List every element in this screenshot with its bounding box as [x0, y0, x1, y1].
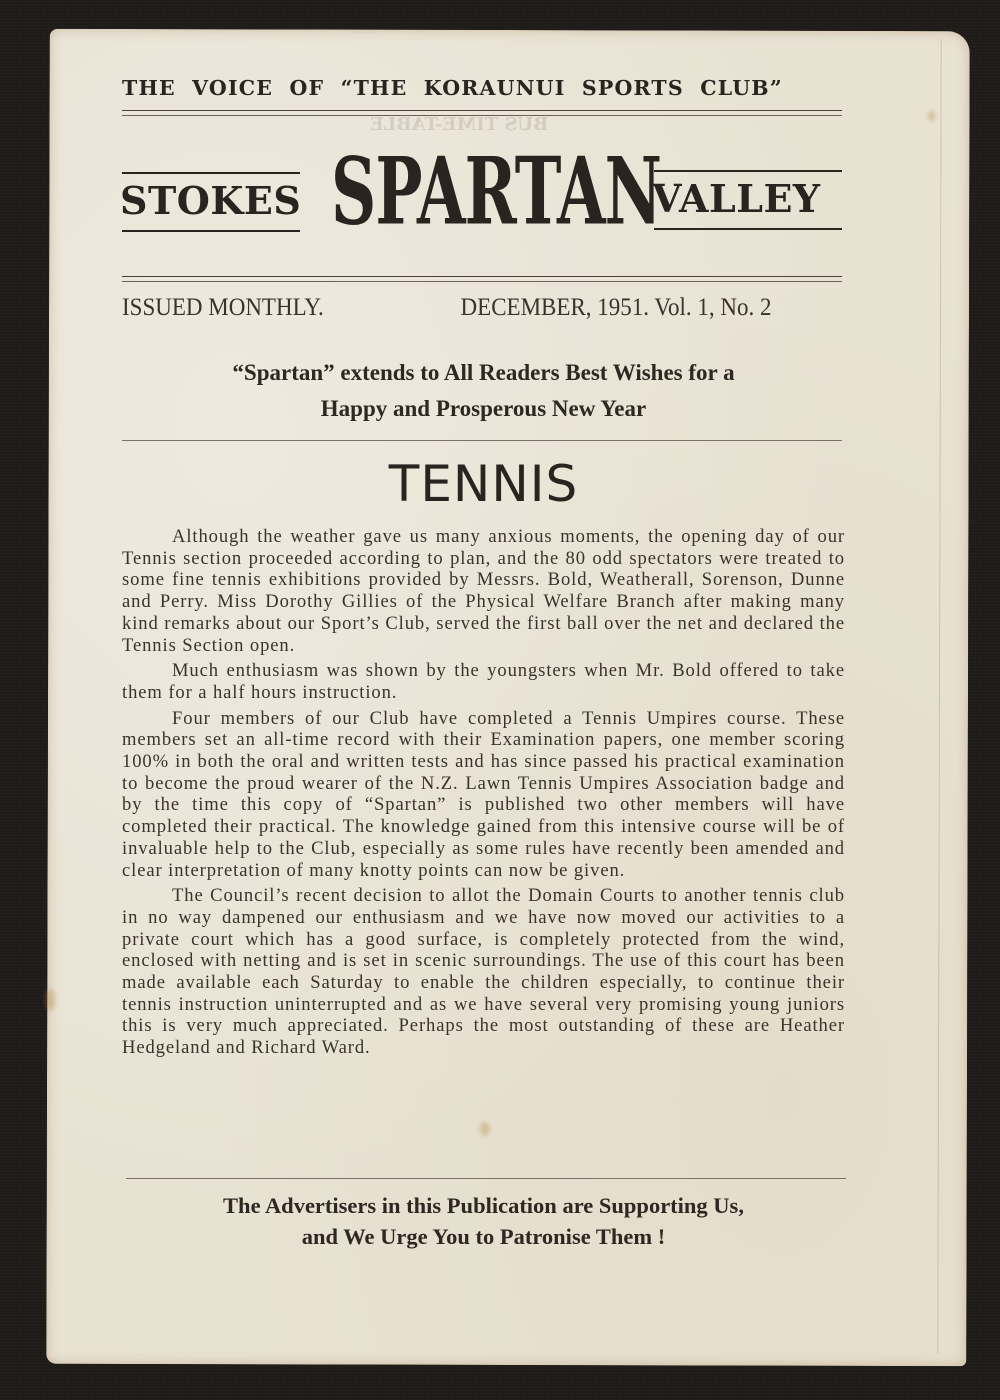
issue-date-volume: DECEMBER, 1951. Vol. 1, No. 2 [460, 294, 772, 321]
advertisers-notice [122, 1190, 845, 1252]
rule [654, 170, 842, 172]
greeting-line-1: “Spartan” extends to All Readers Best Wishes for a [232, 360, 735, 385]
header-divider [122, 110, 842, 116]
rule [654, 228, 842, 230]
masthead-divider [122, 276, 842, 282]
article-paragraph: Four members of our Club have completed a Tennis Umpires course. These members set an all-time record with their Examination papers, one member scoring 100% in both the oral and written tests and has since passed his practical examination to become the proud wearer of the N.Z. Lawn Tennis Umpires Association badge and by the time this copy of “Spartan” is published two other members will have completed their practical. The knowledge gained from this intensive course will be of invaluable help to the Club, especially as some rules have recently been amended and clear interpretation of many knotty points can now be given. [122, 707, 845, 881]
issue-frequency: ISSUED MONTHLY. [122, 294, 324, 321]
paper-stain [480, 1122, 490, 1136]
footer-divider [126, 1178, 846, 1179]
rule [122, 172, 300, 174]
advertisers-line-2: and We Urge You to Patronise Them ! [301, 1224, 666, 1249]
show-through-text: BUS TIME-TABLE [370, 114, 549, 135]
article-paragraph: The Council’s recent decision to allot the Domain Courts to another tennis club in no way dampened our enthusiasm and we have now moved our activities to a private court which has a good surface, is completely protected from the wind, enclosed with netting and is set in scenic surroundings. The use of this court has been made available each Saturday to enable the children especially, to continue their tennis instruction uninterrupted and as we have several very promising young juniors this is very much appreciated. Perhaps the most outstanding of these are Heather Hedgeland and Richard Ward. [122, 885, 845, 1059]
article-title: TENNIS [388, 455, 579, 513]
article-paragraph: Although the weather gave us many anxious moments, the opening day of our Tennis section proceeded according to plan, and the 80 odd spectators were treated to some fine tennis exhibitions provided by Messrs. Bold, Weatherall, Sorenson, Dunne and Perry. Miss Dorothy Gillies of the Physical Welfare Branch after making many kind remarks about our Sport’s Club, served the first ball over the net and declared the Tennis Section open. [122, 526, 845, 656]
masthead-right-word: VALLEY [652, 176, 821, 221]
paper-stain [928, 111, 936, 121]
advertisers-line-1: The Advertisers in this Publication are Supporting Us, [223, 1193, 744, 1218]
article-body [122, 526, 845, 1063]
greeting-line-2: Happy and Prosperous New Year [320, 396, 647, 421]
club-tagline: THE VOICE OF “THE KORAUNUI SPORTS CLUB” [122, 76, 783, 100]
masthead-title: SPARTAN [331, 138, 662, 247]
greeting [122, 355, 845, 427]
masthead-left-word: STOKES [120, 178, 302, 223]
section-divider [122, 440, 842, 441]
article-paragraph: Much enthusiasm was shown by the youngsters when Mr. Bold offered to take them for a half hours instruction. [122, 660, 845, 703]
issue-line [122, 294, 787, 322]
rule [122, 230, 300, 232]
paper-stain [45, 989, 55, 1011]
